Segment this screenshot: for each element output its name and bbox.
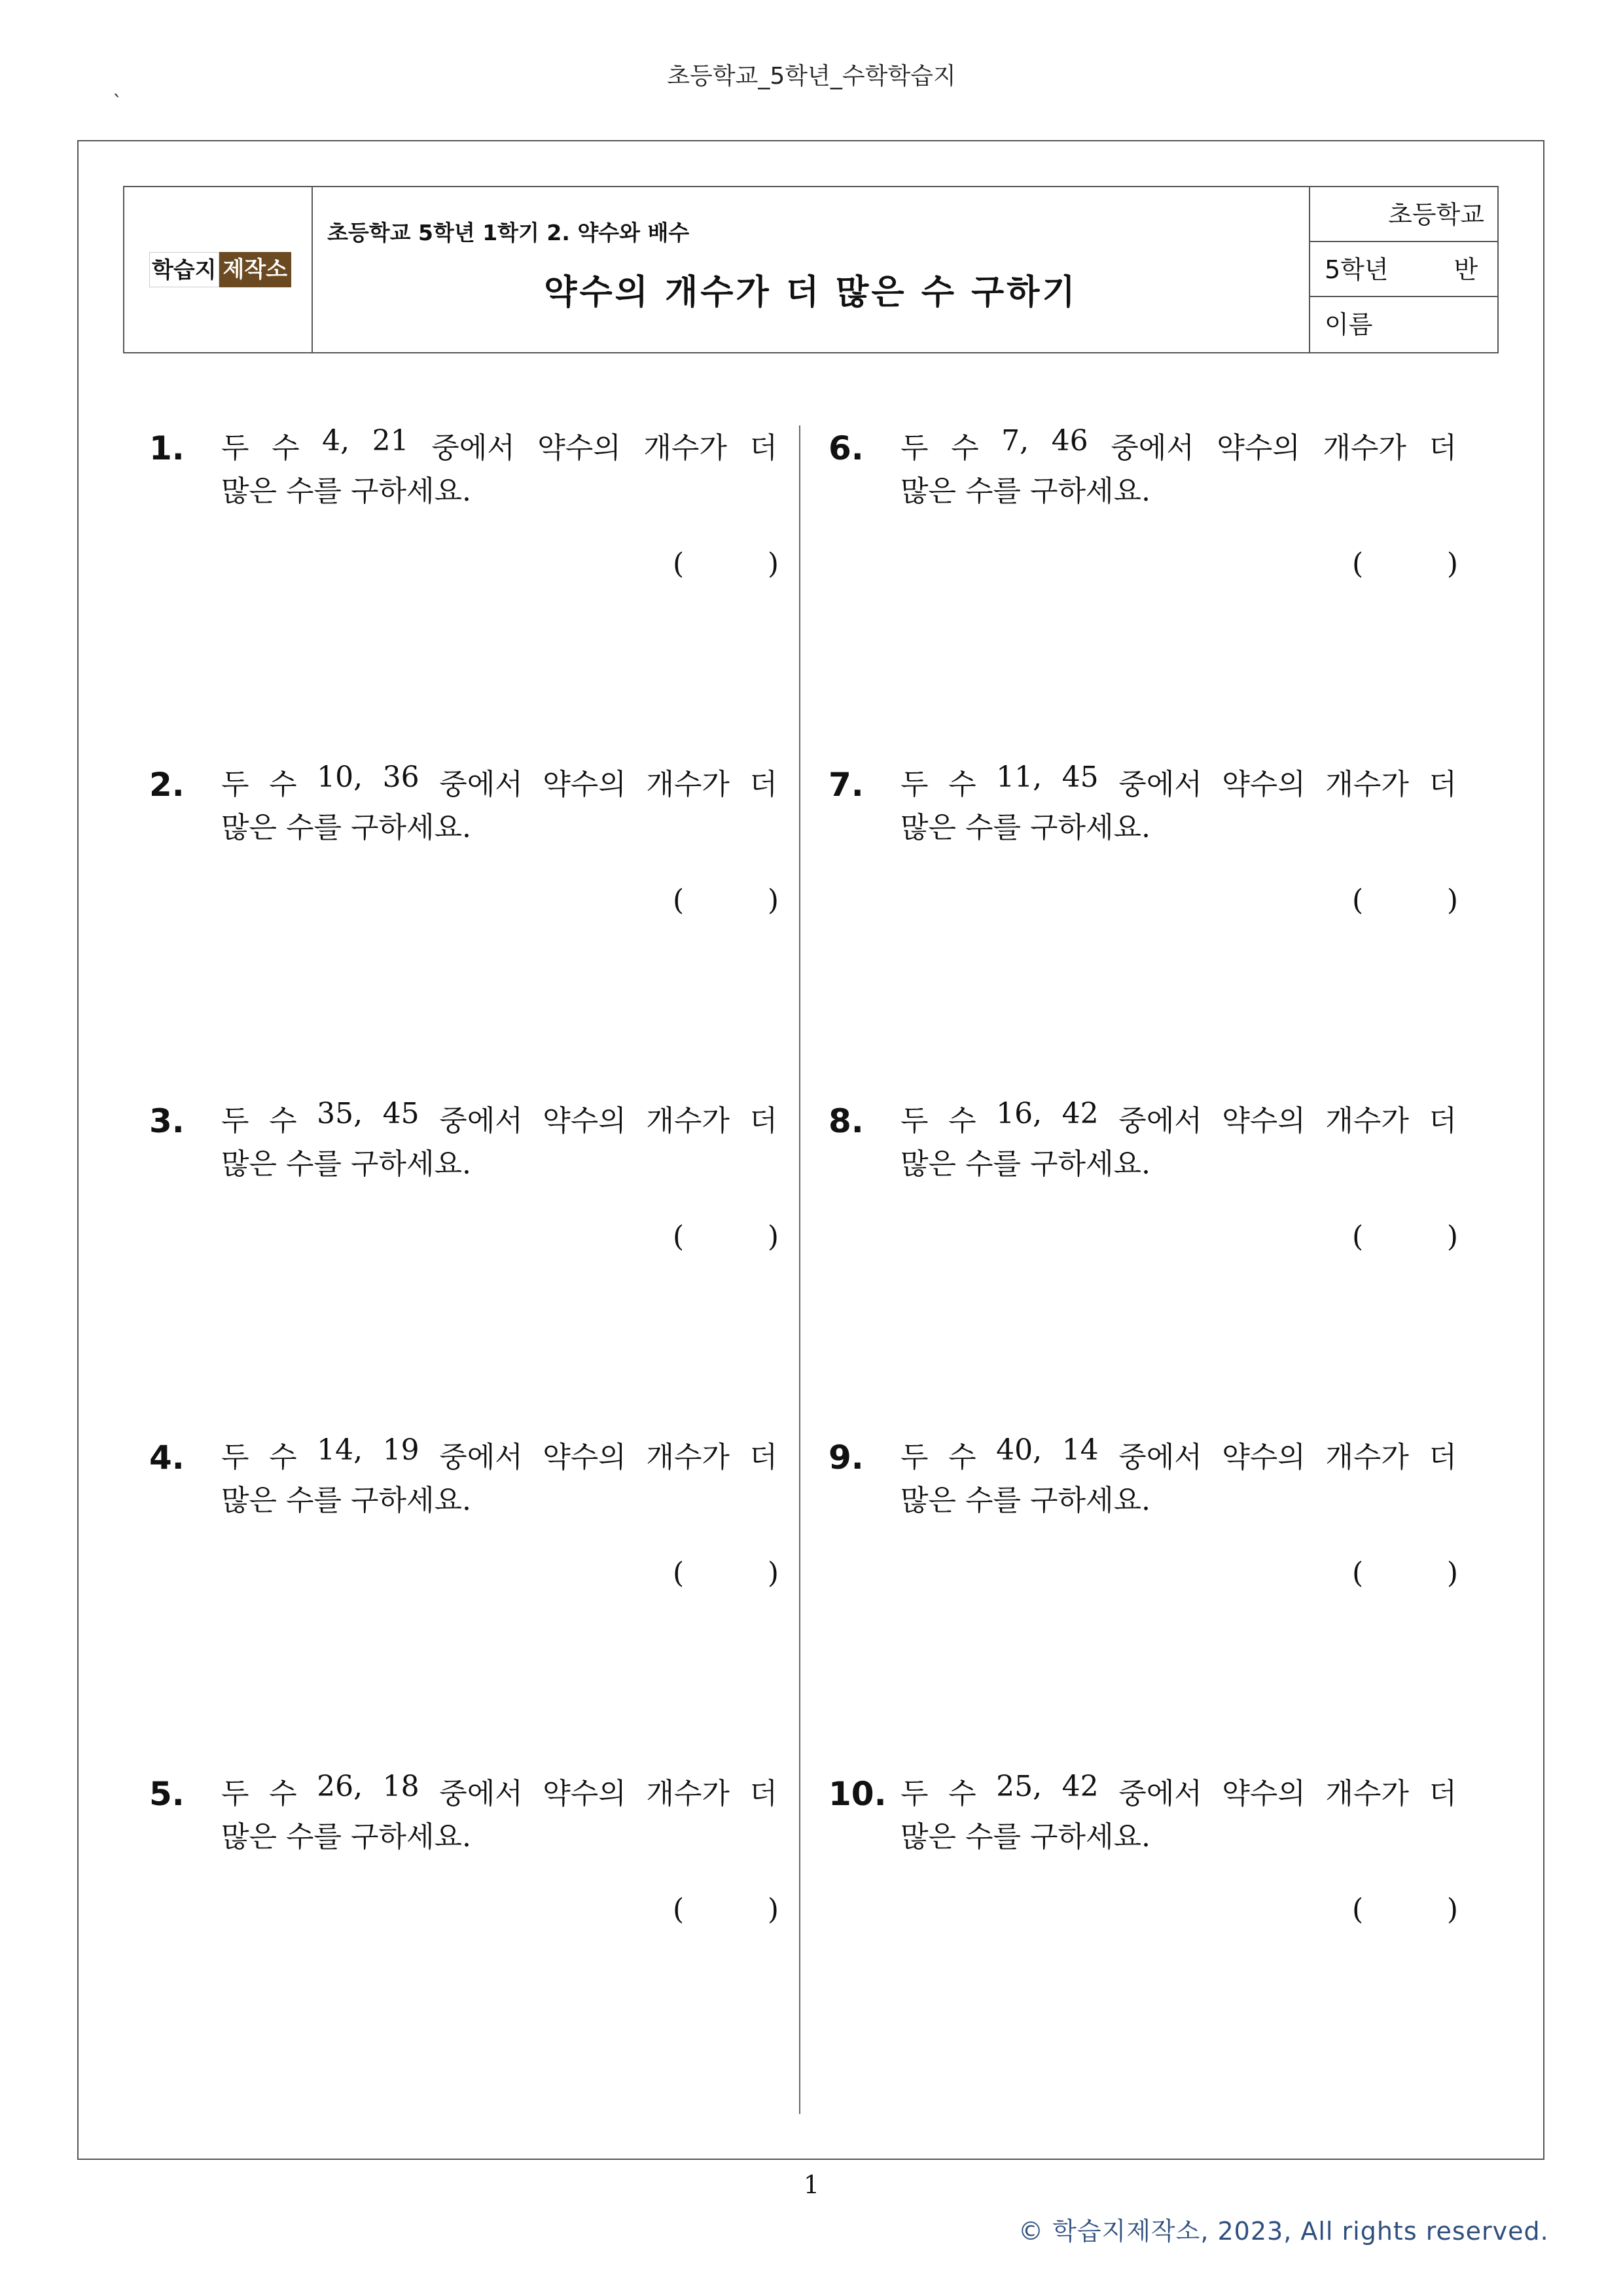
name-field: 이름 [1325, 310, 1373, 339]
question-word: 약수의 [543, 1104, 626, 1138]
answer-paren-open: ( [673, 1893, 685, 1926]
question-word: 14 [1061, 1433, 1099, 1467]
problem-1 [149, 424, 777, 620]
question-word: 더 [1429, 1441, 1457, 1474]
question-line-1 [901, 761, 1457, 802]
problem-8 [829, 1097, 1457, 1293]
question-line-1 [221, 424, 777, 466]
answer-blank[interactable] [673, 884, 779, 917]
question-word: 더 [1429, 431, 1457, 465]
answer-paren-close: ) [767, 1556, 779, 1590]
question-word: 개수가 [646, 1441, 730, 1474]
answer-blank[interactable] [673, 1220, 779, 1253]
question-line-2: 많은 수를 구하세요. [221, 475, 471, 508]
answer-blank[interactable] [1352, 884, 1458, 917]
problem-7 [829, 761, 1457, 957]
question-word: 약수의 [1222, 768, 1306, 801]
question-word: 약수의 [537, 431, 621, 465]
question-line-1 [221, 761, 777, 802]
question-word: 46 [1051, 424, 1088, 457]
question-word: 두 [221, 768, 249, 801]
problem-number: 7. [829, 766, 864, 804]
question-word: 45 [382, 1097, 419, 1130]
question-word: 두 [901, 1104, 929, 1138]
answer-paren-close: ) [1446, 1893, 1458, 1926]
question-word: 더 [749, 1104, 777, 1138]
question-line-1 [901, 1770, 1457, 1812]
info-cell [1310, 187, 1497, 352]
problem-number: 1. [149, 429, 185, 467]
problem-number: 9. [829, 1439, 864, 1477]
header-table [123, 186, 1499, 353]
answer-blank[interactable] [1352, 547, 1458, 581]
problem-number: 3. [149, 1102, 185, 1140]
question-word: 18 [382, 1770, 419, 1803]
question-word: 중에서 [1118, 768, 1202, 801]
question-line-2: 많은 수를 구하세요. [901, 1484, 1150, 1517]
answer-paren-open: ( [673, 1556, 685, 1590]
question-word: 14, [317, 1433, 363, 1467]
running-head: 초등학교_5학년_수학학습지 [667, 63, 956, 90]
question-word: 11, [996, 761, 1043, 794]
question-word: 25, [996, 1770, 1043, 1803]
school-field: 초등학교 [1310, 187, 1497, 242]
answer-paren-close: ) [1446, 1556, 1458, 1590]
answer-blank[interactable] [1352, 1220, 1458, 1253]
question-word: 수 [269, 768, 297, 801]
question-word: 19 [382, 1433, 419, 1467]
logo-text-b: 제작소 [219, 252, 292, 287]
question-word: 42 [1061, 1770, 1099, 1803]
question-word: 더 [749, 431, 777, 465]
question-word: 수 [948, 768, 976, 801]
problem-10 [829, 1770, 1457, 1966]
answer-paren-open: ( [1352, 1220, 1364, 1253]
tick-mark: ` [113, 92, 122, 115]
question-word: 중에서 [439, 768, 523, 801]
column-divider [799, 425, 800, 2114]
grade-class-field [1310, 242, 1497, 297]
question-word: 두 [221, 431, 249, 465]
answer-blank[interactable] [1352, 1893, 1458, 1926]
question-word: 개수가 [643, 431, 727, 465]
question-word: 수 [269, 1777, 297, 1810]
unit-label: 초등학교 5학년 1학기 2. 약수와 배수 [327, 220, 690, 245]
question-word: 약수의 [1222, 1441, 1306, 1474]
answer-paren-close: ) [1446, 1220, 1458, 1253]
question-word: 약수의 [543, 1777, 626, 1810]
answer-paren-open: ( [673, 1220, 685, 1253]
question-word: 약수의 [543, 768, 626, 801]
question-word: 10, [317, 761, 363, 794]
question-word: 7, [1001, 424, 1029, 457]
copyright: © 학습지제작소, 2023, All rights reserved. [1018, 2217, 1549, 2246]
question-word: 4, [322, 424, 350, 457]
answer-paren-open: ( [1352, 884, 1364, 917]
question-word: 두 [901, 768, 929, 801]
question-word: 중에서 [1111, 431, 1194, 465]
question-line-2: 많은 수를 구하세요. [221, 1820, 471, 1854]
question-word: 중에서 [431, 431, 515, 465]
question-line-2: 많은 수를 구하세요. [221, 1147, 471, 1181]
answer-paren-close: ) [767, 547, 779, 581]
question-word: 35, [317, 1097, 363, 1130]
question-word: 중에서 [1118, 1104, 1202, 1138]
question-word: 36 [382, 761, 419, 794]
question-word: 수 [269, 1104, 297, 1138]
answer-paren-close: ) [1446, 547, 1458, 581]
question-word: 수 [269, 1441, 297, 1474]
question-word: 약수의 [543, 1441, 626, 1474]
question-word: 수 [948, 1777, 976, 1810]
answer-paren-close: ) [767, 1220, 779, 1253]
question-word: 약수의 [1222, 1104, 1306, 1138]
question-word: 개수가 [1325, 1441, 1409, 1474]
question-line-2: 많은 수를 구하세요. [901, 475, 1150, 508]
question-line-2: 많은 수를 구하세요. [221, 1484, 471, 1517]
question-word: 더 [749, 768, 777, 801]
question-word: 중에서 [439, 1104, 523, 1138]
problem-9 [829, 1433, 1457, 1630]
question-word: 개수가 [646, 768, 730, 801]
answer-paren-open: ( [1352, 1893, 1364, 1926]
question-word: 중에서 [1118, 1777, 1202, 1810]
question-line-1 [221, 1097, 777, 1139]
problem-number: 5. [149, 1775, 185, 1813]
answer-paren-close: ) [767, 1893, 779, 1926]
answer-paren-close: ) [767, 884, 779, 917]
question-word: 26, [317, 1770, 363, 1803]
question-word: 더 [1429, 768, 1457, 801]
question-word: 중에서 [439, 1777, 523, 1810]
answer-blank[interactable] [673, 1556, 779, 1590]
question-line-2: 많은 수를 구하세요. [901, 811, 1150, 844]
question-word: 약수의 [1217, 431, 1300, 465]
question-word: 21 [372, 424, 409, 457]
question-line-1 [221, 1770, 777, 1812]
question-word: 두 [901, 1777, 929, 1810]
problem-number: 4. [149, 1439, 185, 1477]
question-line-1 [901, 1097, 1457, 1139]
problem-4 [149, 1433, 777, 1630]
answer-paren-close: ) [1446, 884, 1458, 917]
problem-number: 2. [149, 766, 185, 804]
question-word: 중에서 [439, 1441, 523, 1474]
question-word: 42 [1061, 1097, 1099, 1130]
problem-6 [829, 424, 1457, 620]
question-word: 개수가 [1325, 1104, 1409, 1138]
question-word: 수 [951, 431, 979, 465]
answer-paren-open: ( [673, 547, 685, 581]
question-word: 중에서 [1118, 1441, 1202, 1474]
answer-blank[interactable] [1352, 1556, 1458, 1590]
logo-cell [124, 187, 313, 352]
question-word: 개수가 [1323, 431, 1406, 465]
question-word: 더 [749, 1441, 777, 1474]
problem-number: 6. [829, 429, 864, 467]
question-line-2: 많은 수를 구하세요. [901, 1820, 1150, 1854]
answer-blank[interactable] [673, 547, 779, 581]
question-word: 두 [221, 1104, 249, 1138]
problem-number: 8. [829, 1102, 864, 1140]
question-word: 수 [272, 431, 300, 465]
question-word: 약수의 [1222, 1777, 1306, 1810]
question-line-1 [901, 424, 1457, 466]
page-number: 1 [803, 2170, 820, 2199]
answer-paren-open: ( [673, 884, 685, 917]
question-word: 45 [1061, 761, 1099, 794]
grade-label: 5학년 [1325, 255, 1389, 284]
question-line-2: 많은 수를 구하세요. [901, 1147, 1150, 1181]
answer-paren-open: ( [1352, 1556, 1364, 1590]
question-word: 수 [948, 1104, 976, 1138]
problem-5 [149, 1770, 777, 1966]
question-word: 개수가 [1325, 1777, 1409, 1810]
question-word: 더 [1429, 1104, 1457, 1138]
answer-paren-open: ( [1352, 547, 1364, 581]
problem-2 [149, 761, 777, 957]
question-word: 개수가 [1325, 768, 1409, 801]
question-word: 수 [948, 1441, 976, 1474]
page-title: 약수의 개수가 더 많은 수 구하기 [544, 273, 1078, 312]
question-word: 16, [996, 1097, 1043, 1130]
question-word: 개수가 [646, 1777, 730, 1810]
question-line-1 [901, 1433, 1457, 1475]
question-word: 두 [901, 1441, 929, 1474]
question-line-1 [221, 1433, 777, 1475]
question-word: 두 [221, 1441, 249, 1474]
question-word: 두 [901, 431, 929, 465]
answer-blank[interactable] [673, 1893, 779, 1926]
question-word: 40, [996, 1433, 1043, 1467]
question-word: 개수가 [646, 1104, 730, 1138]
question-line-2: 많은 수를 구하세요. [221, 811, 471, 844]
question-word: 더 [749, 1777, 777, 1810]
problem-3 [149, 1097, 777, 1293]
problem-number: 10. [829, 1775, 887, 1813]
question-word: 더 [1429, 1777, 1457, 1810]
title-cell [313, 187, 1310, 352]
question-word: 두 [221, 1777, 249, 1810]
logo-text-a: 학습지 [149, 252, 219, 287]
logo [149, 252, 291, 287]
class-label: 반 [1454, 255, 1478, 284]
